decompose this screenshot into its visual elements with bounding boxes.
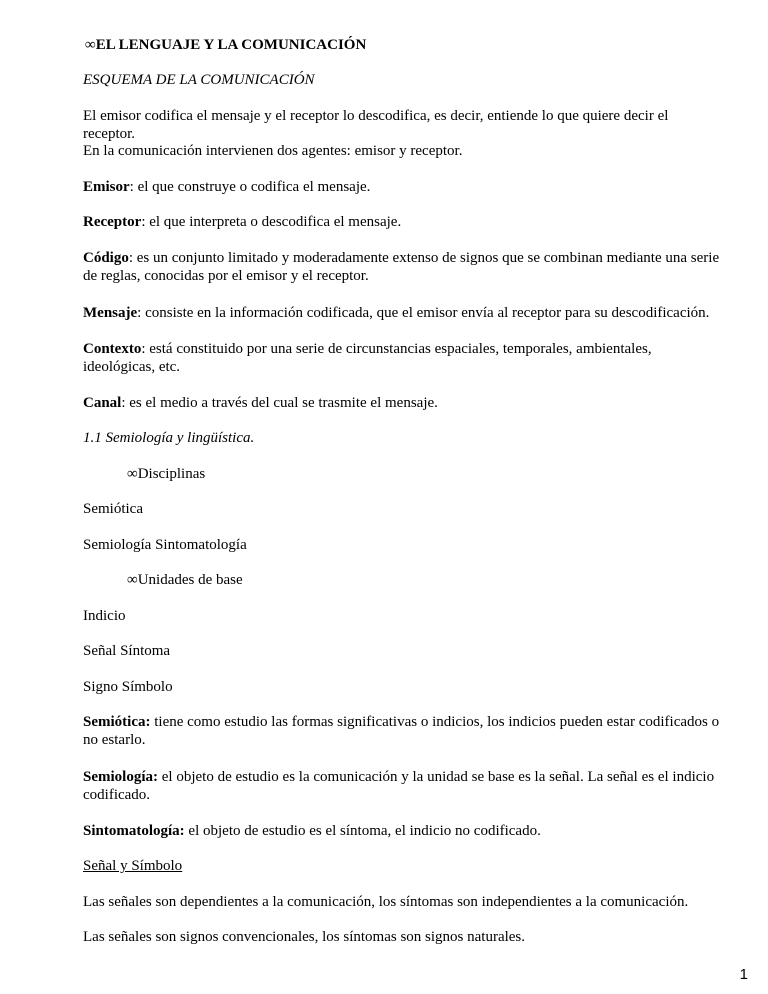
paragraph: El emisor codifica el mensaje y el receptor lo descodifica, es decir, entiende lo que quiere decir el receptor.: [83, 108, 669, 142]
document-title: ∞EL LENGUAJE Y LA COMUNICACIÓN: [85, 37, 367, 53]
text-line: Semiología Sintomatología: [83, 537, 247, 553]
definition: : el que interpreta o descodifica el mensaje.: [141, 214, 402, 230]
term: Mensaje: [83, 305, 138, 321]
definition: tiene como estudio las formas significativas o indicios, los indicios pueden estar codificados o no estarlo.: [83, 714, 720, 748]
definition: : el que construye o codifica el mensaje.: [129, 179, 371, 195]
bullet-item: ∞Disciplinas: [127, 466, 206, 482]
paragraph: Las señales son signos convencionales, los síntomas son signos naturales.: [83, 929, 526, 945]
definition: el objeto de estudio es el síntoma, el indicio no codificado.: [184, 823, 541, 839]
term: Código: [83, 250, 129, 266]
paragraph: Las señales son dependientes a la comunicación, los síntomas son independientes a la comunicación.: [83, 894, 689, 910]
definition-emisor: [83, 178, 723, 196]
text-line: Signo Símbolo: [83, 679, 173, 695]
definition-semiologia: [83, 768, 723, 804]
definition: : es un conjunto limitado y moderadamente extenso de signos que se combinan mediante una serie de reglas, conocidas por el emisor y el receptor.: [83, 250, 720, 284]
text-line: Indicio: [83, 608, 126, 624]
definition: : está constituido por una serie de circunstancias espaciales, temporales, ambientales, ideológicas, etc.: [83, 341, 652, 375]
definition-canal: [83, 394, 723, 412]
definition-sintomatologia: [83, 822, 723, 840]
definition: el objeto de estudio es la comunicación y la unidad se base es la señal. La señal es el indicio codificado.: [83, 769, 715, 803]
term: Sintomatología:: [83, 823, 185, 839]
term: Canal: [83, 395, 122, 411]
subsection-heading: 1.1 Semiología y lingüística.: [83, 430, 255, 446]
term: Semiótica:: [83, 714, 151, 730]
text-line: Semiótica: [83, 501, 143, 517]
term: Contexto: [83, 341, 142, 357]
definition-codigo: [83, 249, 723, 285]
page-number: 1: [739, 966, 748, 983]
section-heading: ESQUEMA DE LA COMUNICACIÓN: [83, 72, 315, 88]
definition-contexto: [83, 340, 723, 376]
text-line: Señal Síntoma: [83, 643, 171, 659]
definition: : es el medio a través del cual se trasmite el mensaje.: [121, 395, 438, 411]
underlined-heading: Señal y Símbolo: [83, 858, 183, 874]
definition-mensaje: [83, 304, 723, 322]
term: Emisor: [83, 179, 130, 195]
paragraph: En la comunicación intervienen dos agentes: emisor y receptor.: [83, 143, 463, 159]
definition-receptor: [83, 213, 723, 231]
definition-semiotica: [83, 713, 723, 749]
bullet-item: ∞Unidades de base: [127, 572, 243, 588]
term: Semiología:: [83, 769, 158, 785]
definition: : consiste en la información codificada, que el emisor envía al receptor para su descodificación.: [137, 305, 710, 321]
term: Receptor: [83, 214, 142, 230]
